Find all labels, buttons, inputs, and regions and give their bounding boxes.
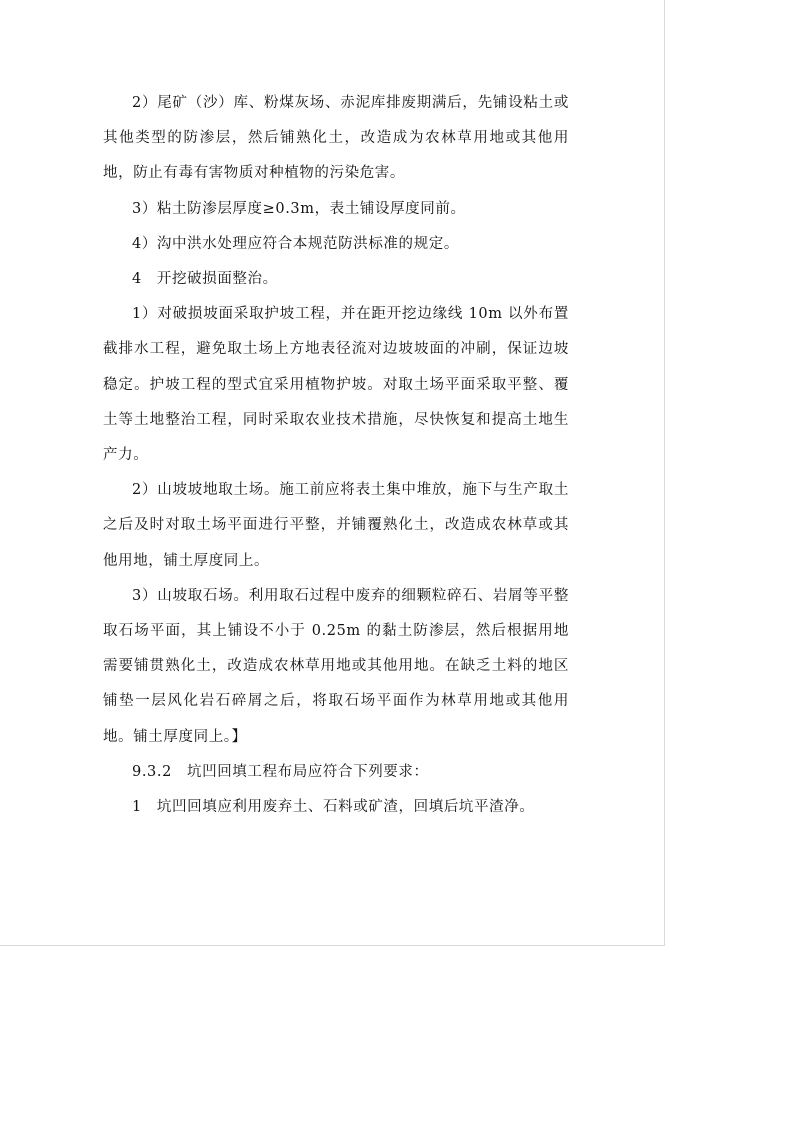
paragraph-clay-layer-thickness: 3）粘土防渗层厚度≥0.3m，表土铺设厚度同前。 <box>132 200 466 217</box>
paragraph-excavation-heading: 4 开挖破损面整治。 <box>132 271 278 288</box>
paragraph-pit-backfill: 1 坑凹回填应利用废弃土、石料或矿渣，回填后坑平渣净。 <box>132 799 535 816</box>
document-body <box>103 86 569 825</box>
paragraph-hillside-borrow-pit: 2）山坡坡地取土场。施工前应将表土集中堆放，施下与生产取土之后及时对取土场平面进行平整，并铺覆熟化土，改造成农林草或其他用地，铺土厚度同上。 <box>103 482 569 569</box>
paragraph-flood-handling: 4）沟中洪水处理应符合本规范防洪标准的规定。 <box>132 235 459 252</box>
paragraph-tailings-reclamation: 2）尾矿（沙）库、粉煤灰场、赤泥库排废期满后，先铺设粘土或其他类型的防渗层，然后铺熟化土，改造成为农林草用地或其他用地，防止有毒有害物质对种植物的污染危害。 <box>103 95 569 182</box>
paragraph-hillside-quarry: 3）山坡取石场。利用取石过程中废弃的细颗粒碎石、岩屑等平整取石场平面，其上铺设不小于 0.25m 的黏土防渗层，然后根据用地需要铺贯熟化土，改造成农林草用地或其他用地。在缺乏土料的地区铺垫一层风化岩石碎屑之后，将取石场平面作为林草用地或其他用地。铺土厚度同上。】 <box>103 587 569 745</box>
paragraph-section-9-3-2: 9.3.2 坑凹回填工程布局应符合下列要求： <box>132 763 429 780</box>
paragraph-slope-protection: 1）对破损坡面采取护坡工程，并在距开挖边缘线 10m 以外布置截排水工程，避免取土场上方地表径流对边坡坡面的冲刷，保证边坡稳定。护坡工程的型式宜采用植物护坡。对取土场平面采取平整、覆土等土地整治工程，同时采取农业技术措施，尽快恢复和提高土地生产力。 <box>103 306 569 464</box>
